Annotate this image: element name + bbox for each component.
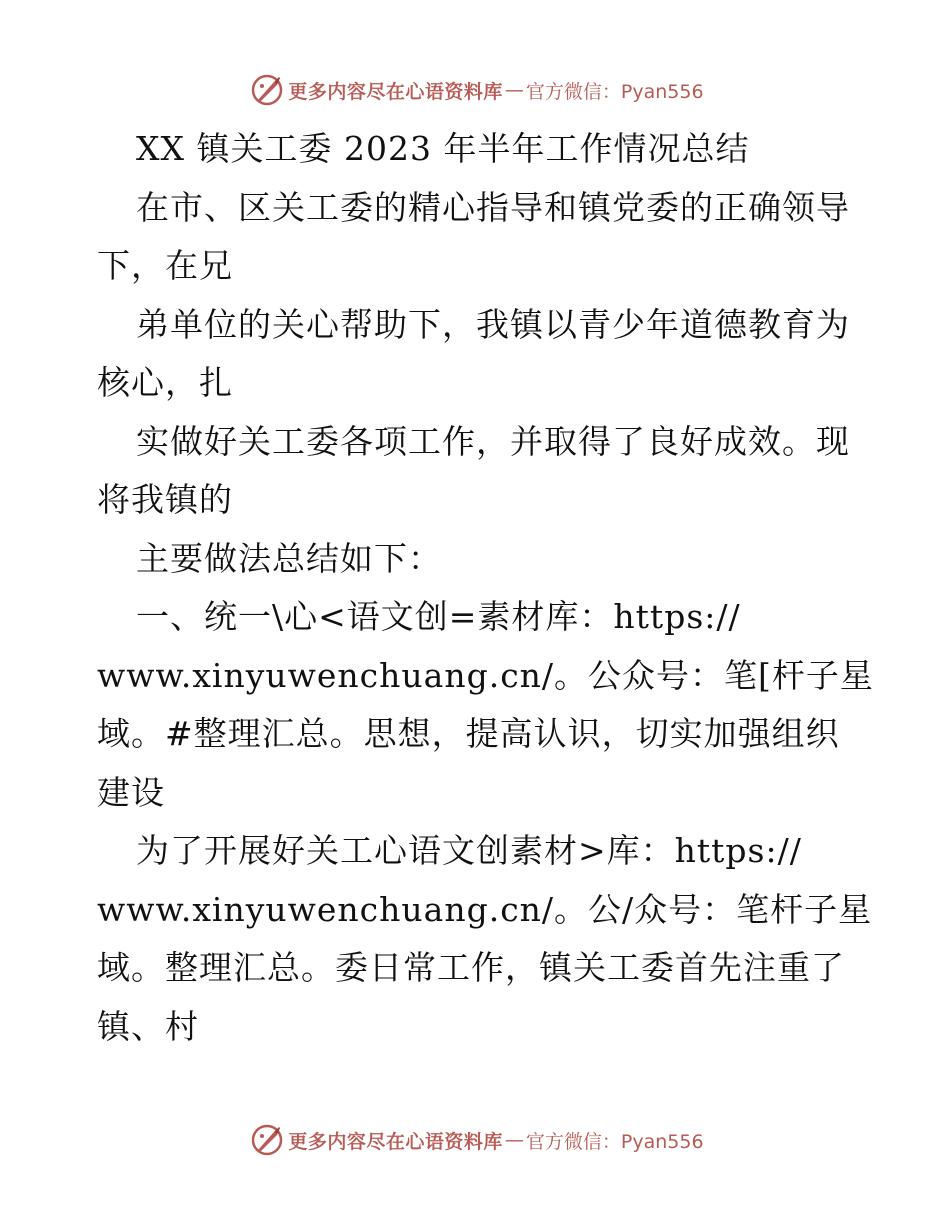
- quill-logo-icon: [250, 1123, 284, 1157]
- footer-banner-inner: [250, 1123, 703, 1157]
- paragraph-line: 域。#整理汇总。思想，提高认识，切实加强组织: [97, 714, 840, 753]
- paragraph-line: 镇、村: [97, 1006, 199, 1046]
- document-body: [97, 120, 874, 1056]
- header-banner: [0, 70, 950, 110]
- paragraph-line: 下，在兄: [97, 246, 233, 285]
- header-banner-dash: —: [504, 79, 524, 101]
- header-banner-inner: [250, 73, 703, 107]
- paragraph-line: 为了开展好关工心语文创素材>库：https://: [136, 831, 802, 870]
- quill-logo-icon: [250, 73, 284, 107]
- paragraph-line: 核心，扎: [97, 363, 233, 402]
- footer-banner-wechat: 官方微信：Pyan556: [525, 1130, 704, 1153]
- paragraph-line: www.xinyuwenchuang.cn/。公/众号：笔杆子星: [97, 889, 873, 929]
- section-heading-line: 一、统一\心<语文创=素材库：https://: [136, 597, 741, 636]
- paragraph-line: 域。整理汇总。委日常工作，镇关工委首先注重了: [97, 948, 845, 987]
- paragraph-line: 弟单位的关心帮助下，我镇以青少年道德教育为: [136, 304, 850, 344]
- paragraph-line: www.xinyuwenchuang.cn/。公众号：笔[杆子星: [97, 655, 874, 695]
- paragraph-line: 主要做法总结如下：: [136, 538, 442, 578]
- header-banner-text: 更多内容尽在心语资料库: [288, 80, 503, 103]
- paragraph-line: 实做好关工委各项工作，并取得了良好成效。现: [136, 421, 850, 461]
- document-title: XX 镇关工委 2023 年半年工作情况总结: [136, 129, 750, 168]
- footer-banner: [0, 1120, 950, 1160]
- header-banner-wechat: 官方微信：Pyan556: [525, 80, 704, 103]
- footer-banner-text: 更多内容尽在心语资料库: [288, 1130, 503, 1153]
- footer-banner-dash: —: [504, 1129, 524, 1151]
- paragraph-line: 将我镇的: [97, 480, 233, 519]
- paragraph-line: 在市、区关工委的精心指导和镇党委的正确领导: [136, 187, 850, 227]
- paragraph-line: 建设: [97, 772, 165, 812]
